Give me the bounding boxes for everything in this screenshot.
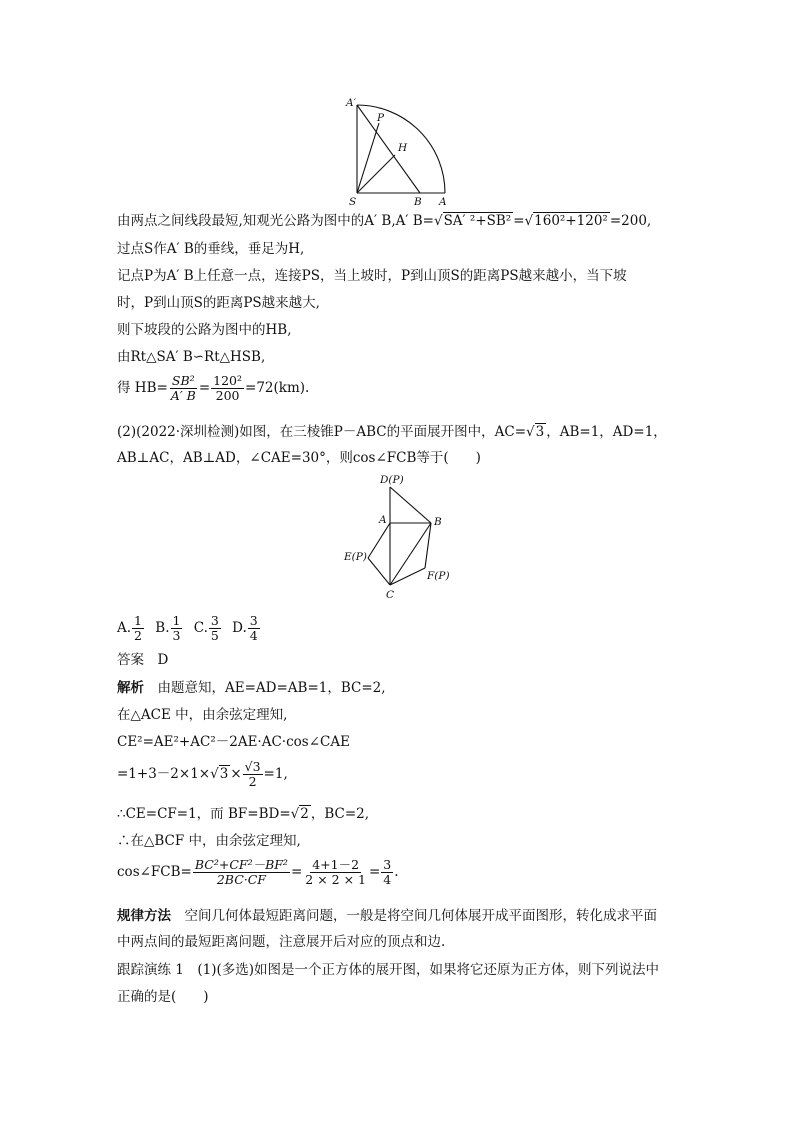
line-1: 由两点之间线段最短,知观光公路为图中的A′ B,A′ B=√SA′ ²+SB² =√160²+120² =200, — [117, 213, 652, 229]
method-line-2: 中两点间的最短距离问题，注意展开后对应的顶点和边. — [117, 934, 446, 950]
edge-a-e — [368, 523, 390, 558]
line-6: 由Rt△SA′ B∽Rt△HSB, — [117, 349, 266, 365]
label-e-p: E(P) — [344, 551, 367, 563]
figure-tetrahedron-net — [340, 470, 460, 605]
line-9: AB⊥AC，AB⊥AD，∠CAE=30°，则cos∠FCB等于( ) — [117, 450, 481, 466]
label-a: A — [439, 196, 447, 208]
line-3: 记点P为A′ B上任意一点，连接PS，当上坡时，P到山顶S的距离PS越来越小，当下坡 — [117, 268, 627, 284]
line-2: 过点S作A′ B的垂线，垂足为H, — [117, 241, 305, 257]
method-line-1: 规律方法 空间几何体最短距离问题，一般是将空间几何体展开成平面图形，转化成求平面 — [117, 908, 657, 924]
line-12: 在△ACE 中，由余弦定理知, — [117, 707, 288, 723]
edge-d-b — [390, 487, 431, 523]
label-b: B — [434, 516, 442, 528]
label-s: S — [349, 196, 357, 208]
line-14: =1+3－2×1×√3 × $\frac{√3}{2}$ =1, — [117, 759, 288, 789]
analysis: 解析 由题意知，AE=AD=AB=1，BC=2, — [117, 680, 386, 696]
label-a: A — [379, 514, 387, 526]
practice-line-2: 正确的是( ) — [117, 989, 209, 1005]
label-d-p: D(P) — [380, 474, 404, 486]
practice-line-1: 跟踪演练 1 (1)(多选)如图是一个正方体的展开图，如果将它还原为正方体，则下列说法中 — [117, 962, 660, 978]
label-p: P — [377, 112, 385, 124]
figure-quarter-circle — [340, 95, 460, 210]
line-7: 得 HB= $\frac{\text{SB²}}{A' B}$ = $\frac{\text{120²}}{200}$ =72(km). — [117, 373, 310, 403]
edge-b-c — [390, 523, 431, 585]
line-16: ∴在△BCF 中，由余弦定理知, — [117, 833, 301, 849]
line-13: CE²=AE²+AC²－2AE·AC·cos∠CAE — [117, 734, 350, 750]
line-5: 则下坡段的公路为图中的HB, — [117, 322, 292, 338]
edge-e-c — [368, 558, 390, 585]
options: A. $\frac{1}{2}$ B. $\frac{1}{3}$ C. $\frac{3}{5}$ D. $\frac{3}{4}$ — [117, 613, 258, 643]
answer: 答案 D — [117, 652, 169, 668]
line-17: cos∠FCB= $\frac{\text{BC²+CF²－BF²}}{2BC\cdot CF}$ = $\frac{4+1-2}{2 \times 2 \times 1}$ = $\frac{3}{4}$ . — [117, 857, 399, 887]
segment-a1-b — [357, 105, 420, 193]
label-c: C — [386, 589, 395, 601]
line-15: ∴CE=CF=1，而 BF=BD=√2 ，BC=2, — [117, 806, 370, 822]
line-4: 时，P到山顶S的距离PS越来越大, — [117, 295, 320, 311]
label-f-p: F(P) — [427, 570, 450, 582]
line-8: (2)(2022·深圳检测)如图，在三棱锥P－ABC的平面展开图中，AC=√3 ，AB=1，AD=1， — [117, 424, 667, 440]
label-h: H — [398, 142, 408, 154]
label-b: B — [414, 196, 422, 208]
label-a-prime: A′ — [346, 97, 356, 109]
